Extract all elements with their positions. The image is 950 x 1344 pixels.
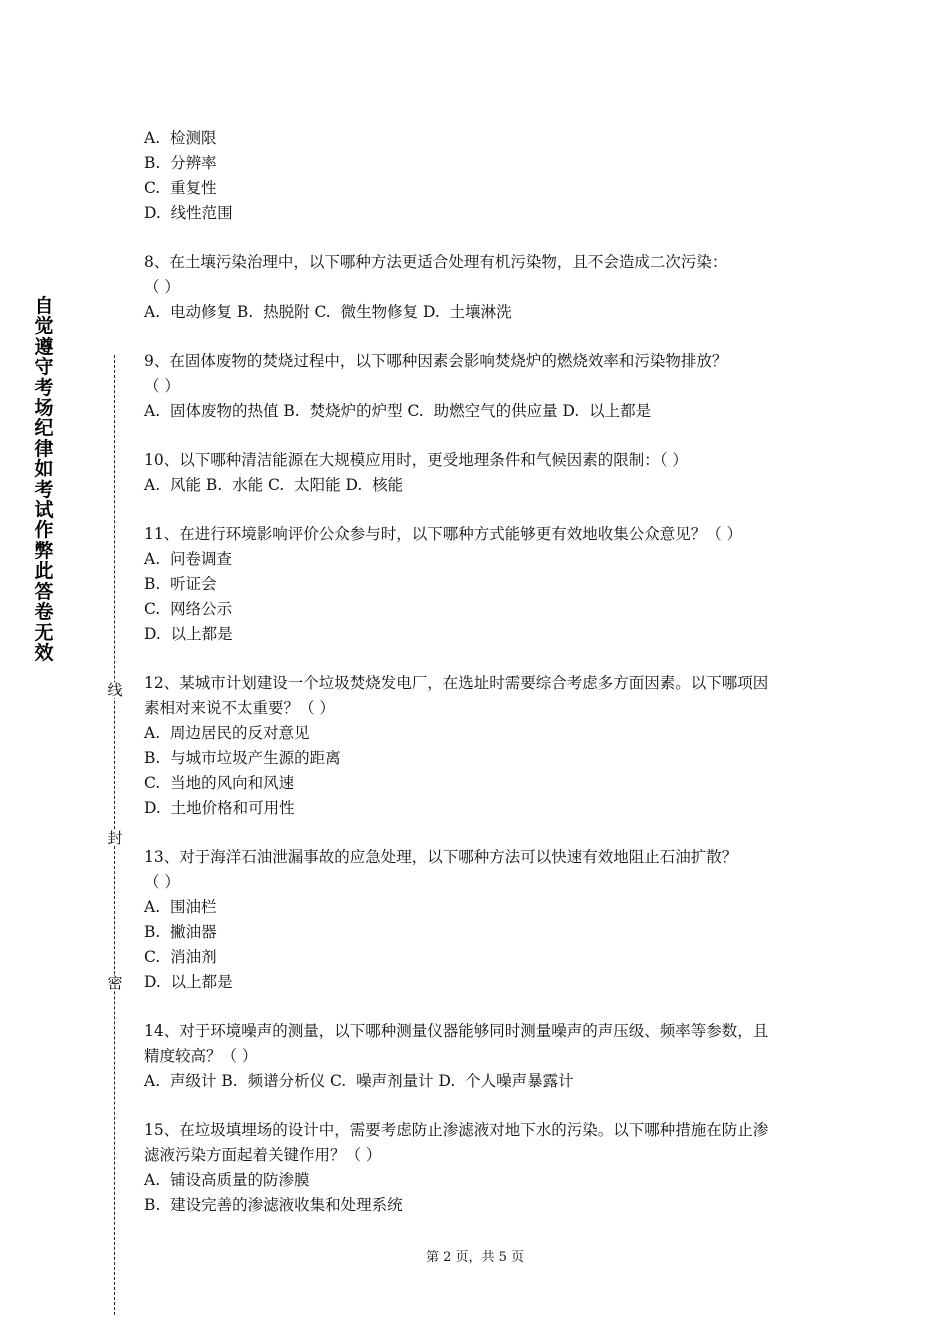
question-10 [144, 448, 824, 498]
option-c: C. 网络公示 [144, 600, 233, 618]
notice-char: 守 [34, 356, 54, 379]
question-text-line1: 12、某城市计划建设一个垃圾焚烧发电厂，在选址时需要综合考虑多方面因素。以下哪项因 [144, 674, 769, 692]
question-13 [144, 845, 824, 995]
question-11 [144, 522, 824, 647]
option-a: A. 周边居民的反对意见 [144, 724, 310, 742]
question-9 [144, 349, 824, 424]
notice-char: 卷 [34, 601, 54, 624]
question-15 [144, 1118, 824, 1218]
binding-label-mi: 密 [104, 975, 126, 991]
notice-char: 试 [34, 499, 54, 522]
binding-label-xian: 线 [104, 682, 126, 698]
question-text: 9、在固体废物的焚烧过程中，以下哪种因素会影响焚烧炉的燃烧效率和污染物排放？ [144, 352, 728, 370]
option-d: D. 以上都是 [144, 973, 233, 991]
notice-char: 考 [34, 478, 54, 501]
option-a: A. 围油栏 [144, 898, 217, 916]
option-b: B. 撇油器 [144, 923, 217, 941]
question-text-line2: 精度较高？（ ） [144, 1047, 258, 1065]
option-c: C. 消油剂 [144, 948, 217, 966]
option-d: D. 土地价格和可用性 [144, 799, 295, 817]
question-text: 10、以下哪种清洁能源在大规模应用时，更受地理条件和气候因素的限制：（ ） [144, 451, 688, 469]
notice-char: 律 [34, 437, 54, 460]
notice-char: 此 [34, 560, 54, 583]
option-b: B. 与城市垃圾产生源的距离 [144, 749, 341, 767]
exam-discipline-notice [30, 296, 58, 663]
option-b: B. 分辨率 [144, 154, 217, 172]
question-text-line2: 素相对来说不太重要？（ ） [144, 699, 335, 717]
question-text: 8、在土壤污染治理中，以下哪种方法更适合处理有机污染物，且不会造成二次污染： [144, 253, 728, 271]
answer-paren: （ ） [144, 278, 180, 296]
option-d: D. 以上都是 [144, 625, 233, 643]
option-c: C. 重复性 [144, 179, 217, 197]
option-a: A. 问卷调查 [144, 550, 232, 568]
notice-char: 如 [34, 458, 54, 481]
answer-paren: （ ） [144, 873, 180, 891]
page-footer: 第 2 页，共 5 页 [425, 1250, 525, 1265]
question-7-options [144, 126, 824, 226]
notice-char: 无 [34, 621, 54, 644]
notice-char: 作 [34, 519, 54, 542]
option-a: A. 检测限 [144, 129, 217, 147]
notice-char: 效 [34, 641, 54, 664]
option-d: D. 线性范围 [144, 204, 233, 222]
notice-char: 考 [34, 376, 54, 399]
option-b: B. 建设完善的渗滤液收集和处理系统 [144, 1196, 403, 1214]
question-text-line1: 15、在垃圾填埋场的设计中，需要考虑防止渗滤液对地下水的污染。以下哪种措施在防止渗 [144, 1121, 769, 1139]
question-text: 11、在进行环境影响评价公众参与时，以下哪种方式能够更有效地收集公众意见？（ ） [144, 525, 743, 543]
option-a: A. 铺设高质量的防渗膜 [144, 1171, 310, 1189]
answer-paren: （ ） [144, 377, 180, 395]
question-text: 13、对于海洋石油泄漏事故的应急处理，以下哪种方法可以快速有效地阻止石油扩散？ [144, 848, 738, 866]
binding-label-feng: 封 [104, 830, 126, 846]
options-inline: A. 声级计 B. 频谱分析仪 C. 噪声剂量计 D. 个人噪声暴露计 [144, 1072, 574, 1090]
question-text-line1: 14、对于环境噪声的测量，以下哪种测量仪器能够同时测量噪声的声压级、频率等参数，且 [144, 1022, 769, 1040]
options-inline: A. 风能 B. 水能 C. 太阳能 D. 核能 [144, 476, 404, 494]
options-inline: A. 固体废物的热值 B. 焚烧炉的炉型 C. 助燃空气的供应量 D. 以上都是 [144, 402, 652, 420]
notice-char: 纪 [34, 417, 54, 440]
notice-char: 遵 [34, 335, 54, 358]
notice-char: 答 [34, 580, 54, 603]
question-8 [144, 250, 824, 325]
question-text-line2: 滤液污染方面起着关键作用？（ ） [144, 1146, 382, 1164]
notice-char: 场 [34, 397, 54, 420]
option-c: C. 当地的风向和风速 [144, 774, 295, 792]
question-list [144, 126, 824, 1218]
notice-char: 弊 [34, 539, 54, 562]
notice-char: 觉 [34, 315, 54, 338]
notice-char: 自 [34, 295, 54, 317]
option-b: B. 听证会 [144, 575, 217, 593]
options-inline: A. 电动修复 B. 热脱附 C. 微生物修复 D. 土壤淋洗 [144, 303, 512, 321]
question-14 [144, 1019, 824, 1094]
question-12 [144, 671, 824, 821]
